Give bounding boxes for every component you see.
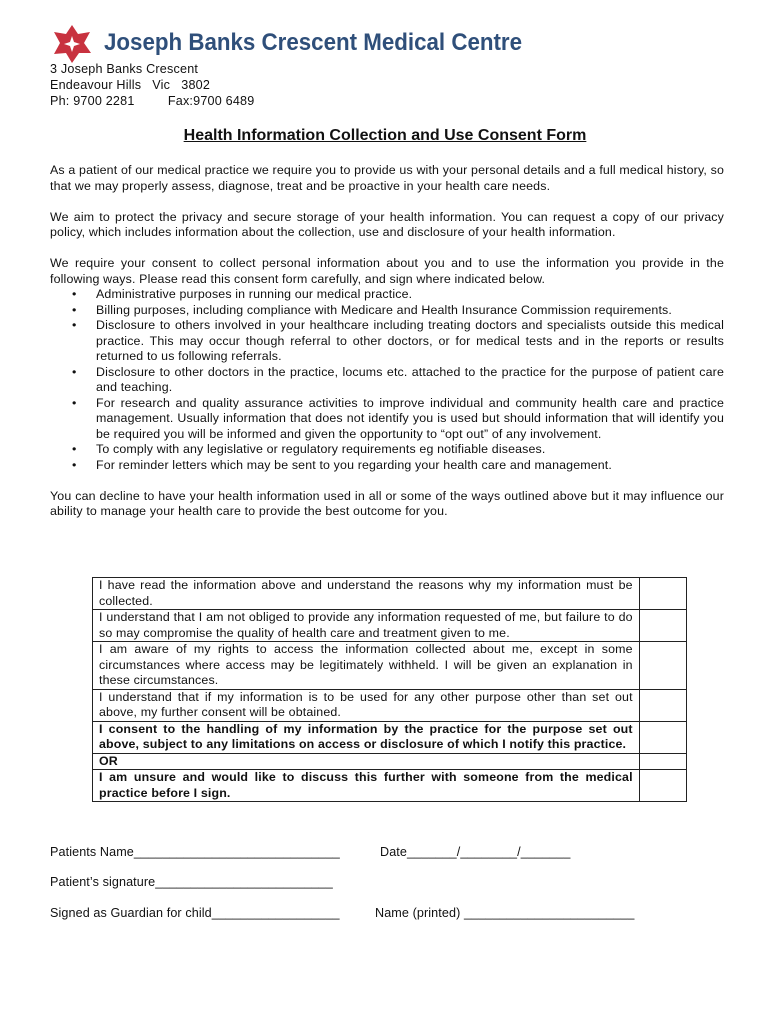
consent-row (93, 689, 687, 721)
consent-row (93, 753, 687, 770)
phone-number: Ph: 9700 2281 (50, 94, 135, 108)
consent-checkbox[interactable] (639, 689, 686, 721)
consent-row (93, 578, 687, 610)
privacy-paragraph: We aim to protect the privacy and secure storage of your health information. You can request a copy of our privacy policy, which includes information about the collection, use and disclosure of your health information. (50, 209, 724, 239)
contact-line (50, 93, 254, 109)
consent-row (93, 770, 687, 802)
purpose-item: • For research and quality assurance activities to improve individual and community health care and practice management. Usually information that does not identify you is used but should information that will identify you be required you will be informed and given the opportunity to “opt out” of any involvement. (50, 396, 724, 443)
consent-checkbox[interactable] (639, 578, 686, 610)
address-line-1: 3 Joseph Banks Crescent (50, 62, 199, 76)
clinic-logo-icon (52, 24, 92, 64)
or-separator: OR (93, 753, 640, 770)
consent-checkbox-empty (639, 753, 686, 770)
consent-row (93, 642, 687, 690)
form-body (50, 163, 724, 520)
consent-intro-paragraph: We require your consent to collect personal information about you and to use the information you provide in the following ways. Please read this consent form carefully, and sign where indicated below. (50, 256, 724, 286)
date-field[interactable]: Date_______/________/_______ (380, 845, 571, 859)
purpose-list (50, 287, 724, 473)
consent-table (92, 577, 687, 802)
consent-checkbox[interactable] (639, 642, 686, 690)
consent-checkbox[interactable] (639, 721, 686, 753)
purpose-item: • To comply with any legislative or regulatory requirements eg notifiable diseases. (50, 442, 724, 458)
patient-signature-field[interactable]: Patient’s signature_________________________ (50, 875, 333, 889)
guardian-signature-field[interactable]: Signed as Guardian for child__________________ (50, 906, 340, 920)
printed-name-field[interactable]: Name (printed) ________________________ (375, 906, 635, 920)
decline-paragraph: You can decline to have your health information used in all or some of the ways outlined above but it may influence our ability to manage your health care to provide the best outcome for you. (50, 488, 724, 518)
purpose-item: • Disclosure to other doctors in the practice, locums etc. attached to the practice for the purpose of patient care and teaching. (50, 365, 724, 396)
purpose-item: • Administrative purposes in running our medical practice. (50, 287, 724, 303)
consent-statement: I understand that I am not obliged to provide any information requested of me, but failure to do so may compromise the quality of health care and treatment given to me. (93, 610, 640, 642)
consent-statement: I understand that if my information is to be used for any other purpose other than set out above, my further consent will be obtained. (93, 689, 640, 721)
consent-statement: I am unsure and would like to discuss this further with someone from the medical practice before I sign. (93, 770, 640, 802)
form-title: Health Information Collection and Use Consent Form (183, 127, 587, 144)
consent-statement: I consent to the handling of my information by the practice for the purpose set out above, subject to any limitations on access or disclosure of which I notify this practice. (93, 721, 640, 753)
consent-row (93, 610, 687, 642)
consent-row (93, 721, 687, 753)
consent-statement: I have read the information above and understand the reasons why my information must be collected. (93, 578, 640, 610)
purpose-item: • Billing purposes, including compliance with Medicare and Health Insurance Commission requirements. (50, 303, 724, 319)
address-line-2: Endeavour Hills Vic 3802 (50, 78, 211, 92)
consent-checkbox[interactable] (639, 610, 686, 642)
clinic-address (50, 61, 254, 109)
fax-number: Fax:9700 6489 (167, 94, 255, 108)
clinic-name: Joseph Banks Crescent Medical Centre (104, 29, 523, 56)
purpose-item: • For reminder letters which may be sent to you regarding your health care and management. (50, 458, 724, 474)
consent-statement: I am aware of my rights to access the information collected about me, except in some circumstances where access may be legitimately withheld. I will be given an explanation in these circumstances. (93, 642, 640, 690)
patient-name-field[interactable]: Patients Name_____________________________ (50, 845, 340, 859)
purpose-item: • Disclosure to others involved in your healthcare including treating doctors and specialists outside this medical practice. This may occur though referral to other doctors, or for medical tests and in the reports or results returned to us following referrals. (50, 318, 724, 365)
consent-checkbox[interactable] (639, 770, 686, 802)
intro-paragraph: As a patient of our medical practice we require you to provide us with your personal details and a full medical history, so that we may properly assess, diagnose, treat and be proactive in your health care needs. (50, 163, 724, 193)
